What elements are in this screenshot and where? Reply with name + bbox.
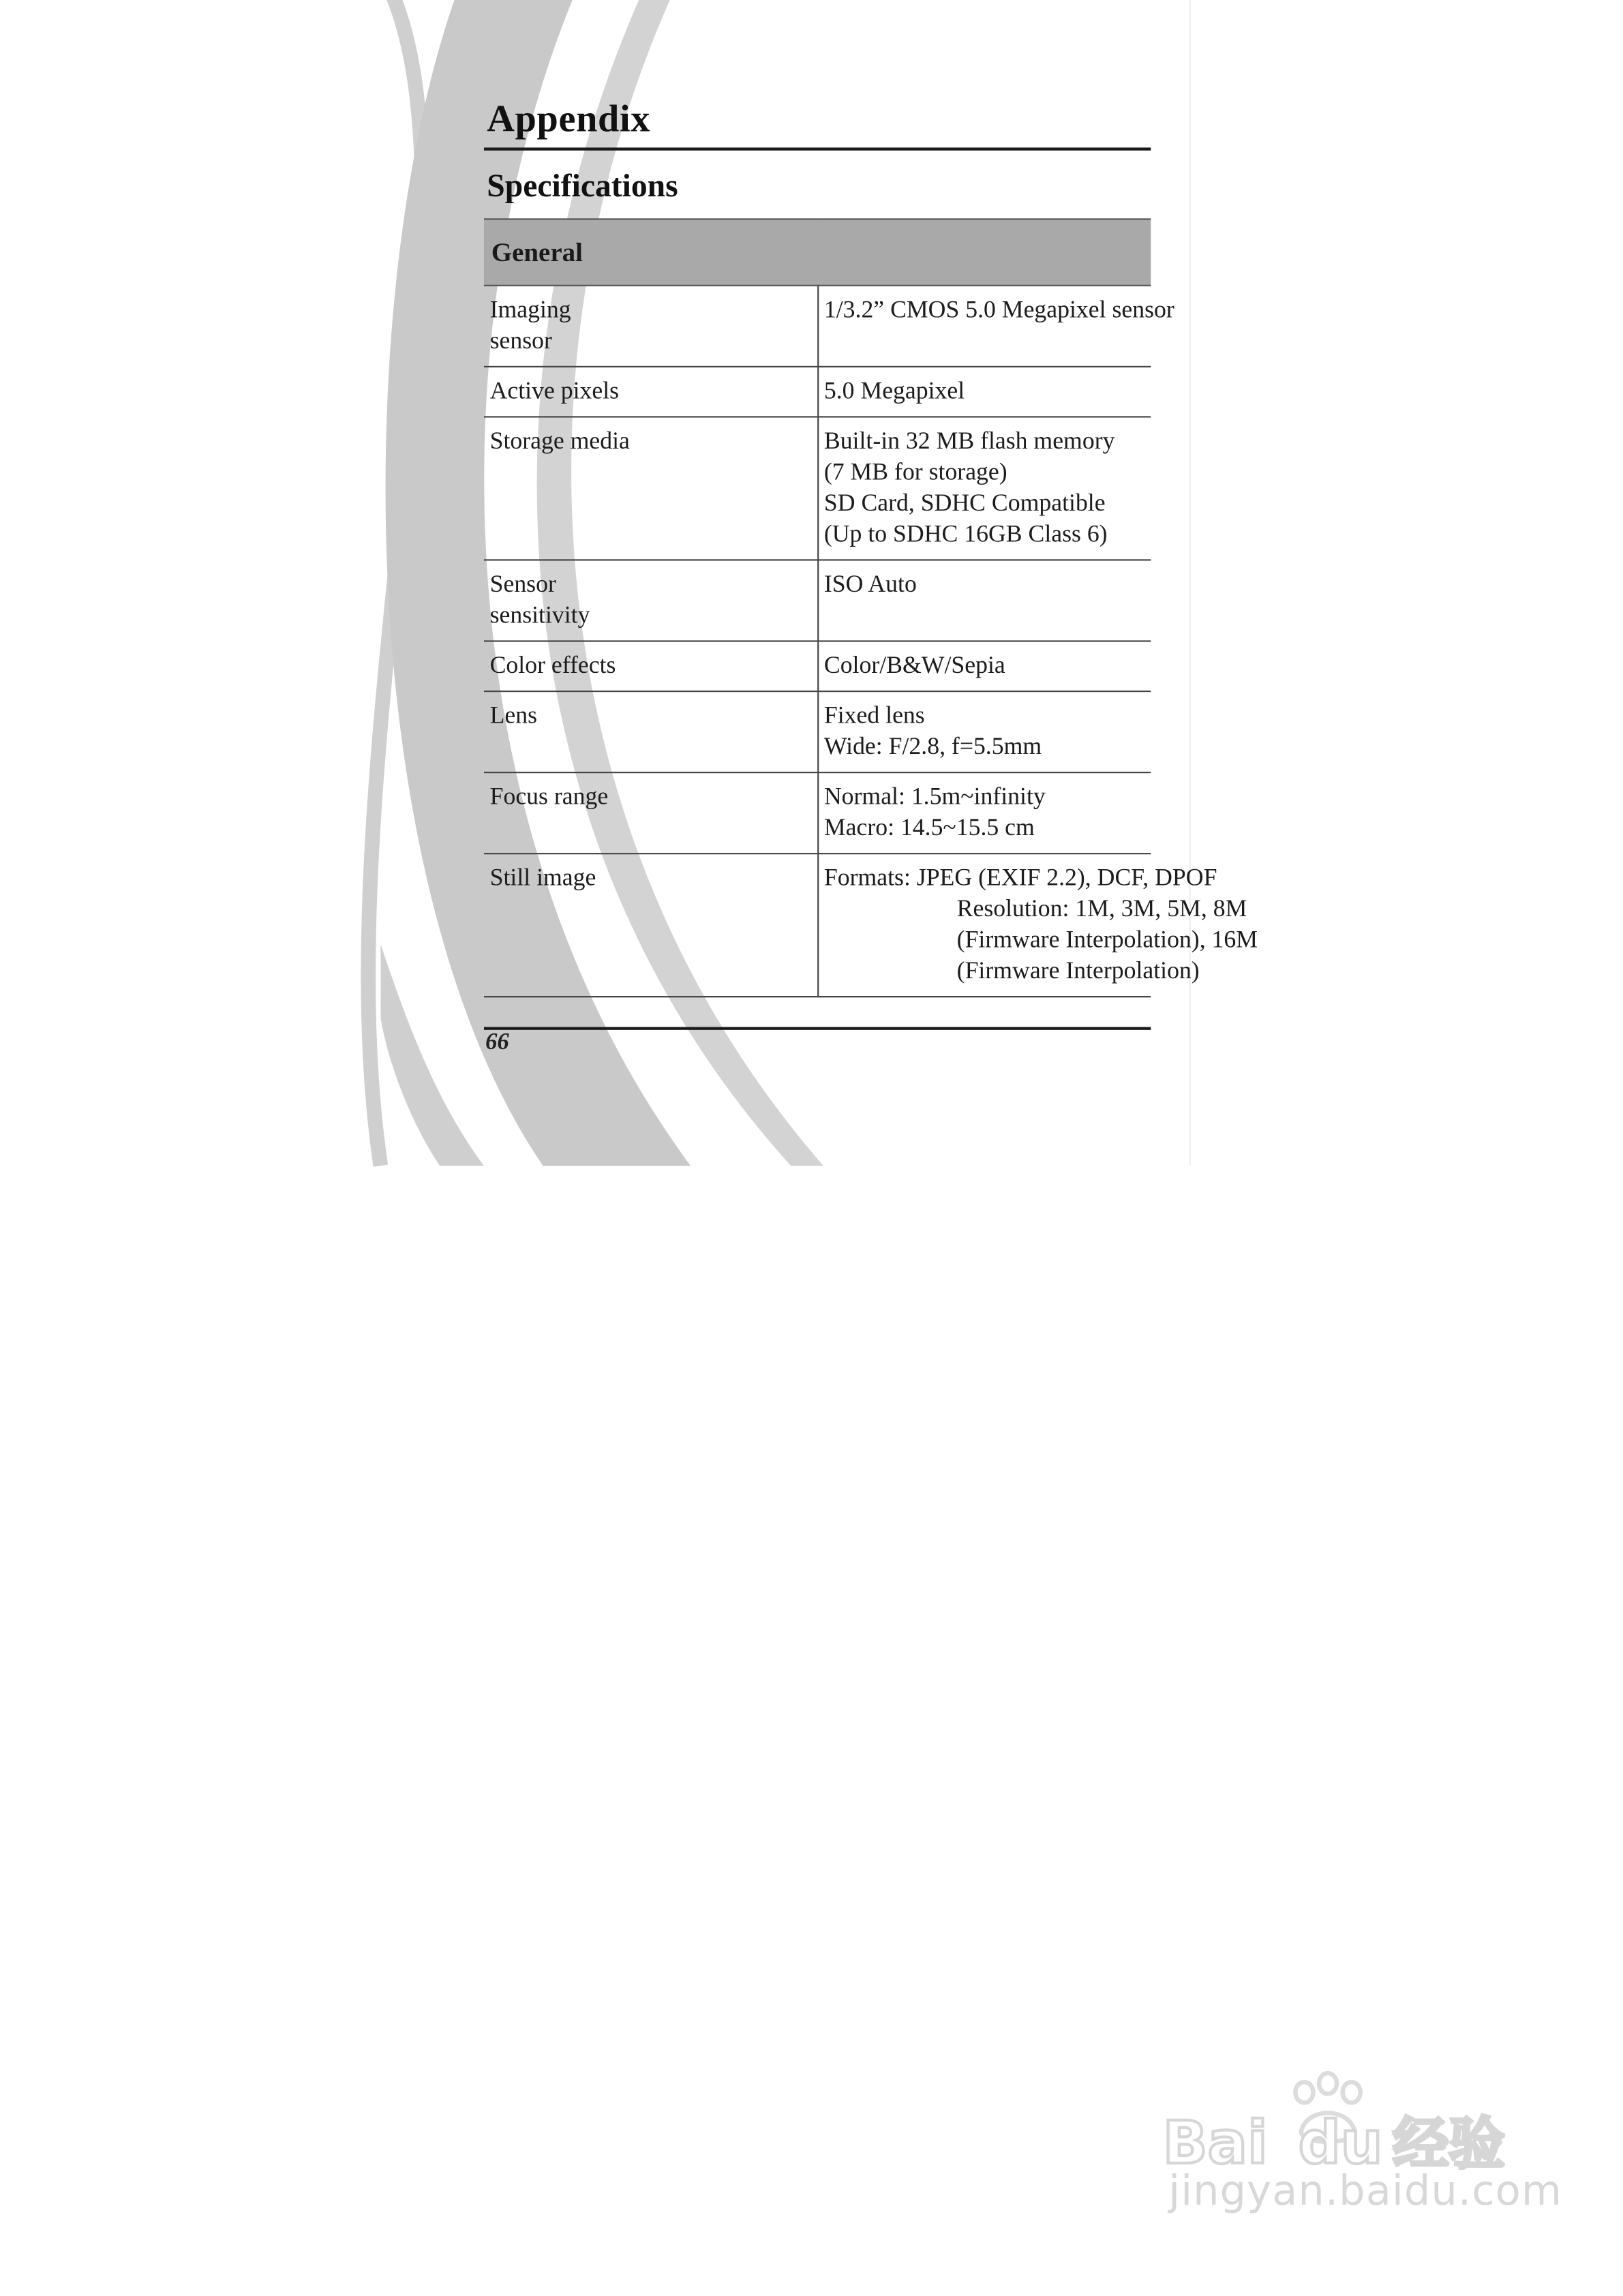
spec-label-line: Storage media <box>489 426 630 455</box>
spec-value-line: (7 MB for storage) <box>823 457 1007 486</box>
spec-value <box>817 560 1151 641</box>
spec-value-line: (Firmware Interpolation), 16M <box>956 925 1258 954</box>
spec-value-line: Fixed lens <box>823 701 925 729</box>
spec-label-line: Sensor <box>489 569 556 598</box>
spec-value-line: Normal: 1.5m~infinity <box>823 782 1046 811</box>
spec-value-line: (Up to SDHC 16GB Class 6) <box>823 519 1108 548</box>
spec-value-line: Color/B&W/Sepia <box>823 650 1005 679</box>
section-title: Specifications <box>487 166 678 204</box>
spec-value-line: Formats: JPEG (EXIF 2.2), DCF, DPOF <box>823 863 1217 892</box>
table-row <box>484 560 1151 641</box>
scanned-manual-page <box>380 0 1258 1166</box>
spec-value <box>817 772 1151 854</box>
spec-value-line: Macro: 14.5~15.5 cm <box>823 813 1035 841</box>
table-row <box>484 772 1151 854</box>
svg-text:du: du <box>1298 2109 1383 2178</box>
spec-value-line: Built-in 32 MB flash memory <box>823 426 1115 455</box>
spec-label-line: sensor <box>489 326 552 354</box>
spec-value-line: Wide: F/2.8, f=5.5mm <box>823 731 1042 760</box>
page-title: Appendix <box>487 97 651 140</box>
table-section-header: General <box>484 219 1151 285</box>
table-row <box>484 417 1151 560</box>
spec-value-line: Resolution: 1M, 3M, 5M, 8M <box>956 894 1247 922</box>
spec-label-line: sensitivity <box>489 600 590 629</box>
spec-value <box>817 854 1258 997</box>
spec-value <box>817 417 1151 560</box>
spec-value <box>817 641 1151 691</box>
baidu-watermark <box>1159 2072 1562 2263</box>
spec-label-line: Still image <box>489 863 596 892</box>
spec-value-line: (Firmware Interpolation) <box>956 956 1200 984</box>
table-row <box>484 641 1151 691</box>
table-row <box>484 367 1151 417</box>
spec-label <box>484 691 817 772</box>
page-number: 66 <box>485 1029 509 1055</box>
table-header-row <box>484 219 1151 285</box>
spec-label-line: Focus range <box>489 782 609 811</box>
spec-label <box>484 854 817 997</box>
spec-label-line: Color effects <box>489 650 616 679</box>
specifications-table <box>484 218 1258 997</box>
table-body <box>484 286 1258 997</box>
spec-value <box>817 367 1151 417</box>
spec-label <box>484 772 817 854</box>
spec-label <box>484 560 817 641</box>
svg-text:经验: 经验 <box>1393 2112 1505 2177</box>
spec-label-line: Active pixels <box>489 376 620 405</box>
baidu-logo-icon <box>1159 2072 1558 2178</box>
spec-label <box>484 286 817 367</box>
table-row <box>484 286 1151 367</box>
spec-value-line: 5.0 Megapixel <box>823 376 965 405</box>
spec-label <box>484 367 817 417</box>
table-row <box>484 854 1151 997</box>
spec-label <box>484 641 817 691</box>
spec-value-line: ISO Auto <box>823 569 917 598</box>
svg-text:Bai: Bai <box>1162 2109 1268 2178</box>
spec-value-line: SD Card, SDHC Compatible <box>823 488 1106 517</box>
spec-label-line: Imaging <box>489 294 571 324</box>
spec-value <box>817 286 1174 367</box>
table-row <box>484 691 1151 772</box>
spec-label <box>484 417 817 560</box>
spec-value <box>817 691 1151 772</box>
footer-rule <box>484 1027 1151 1029</box>
spec-value-line: 1/3.2” CMOS 5.0 Megapixel sensor <box>823 294 1174 324</box>
spec-label-line: Lens <box>489 701 538 729</box>
watermark-url: jingyan.baidu.com <box>1168 2166 1562 2215</box>
title-rule <box>484 147 1151 150</box>
